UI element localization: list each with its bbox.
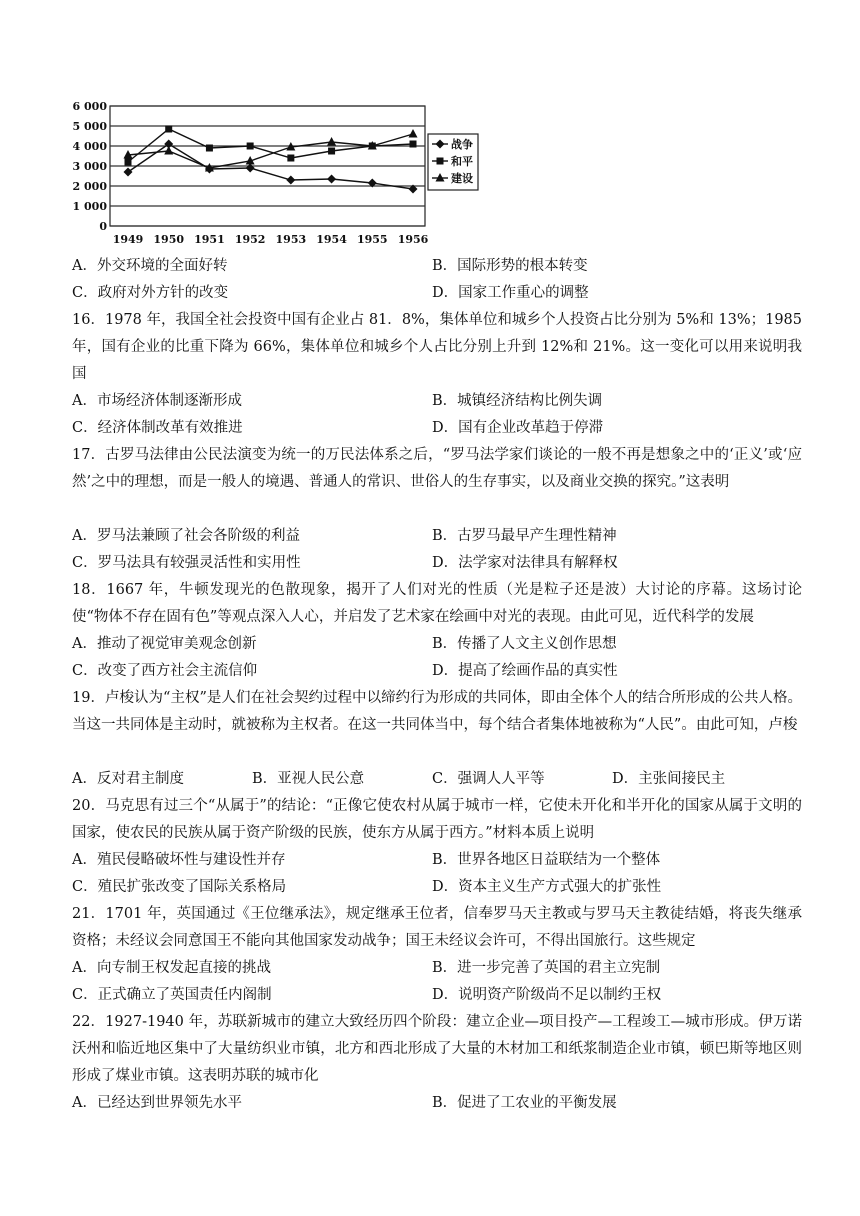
q17-option-c[interactable]: C．罗马法具有较强灵活性和实用性	[72, 555, 301, 571]
q21-option-b[interactable]: B．进一步完善了英国的君主立宪制	[432, 960, 661, 976]
q16-option-c[interactable]: C．经济体制改革有效推进	[72, 420, 243, 436]
y-tick-label: 6 000	[72, 100, 107, 113]
q19-option-c[interactable]: C．强调人人平等	[432, 771, 545, 787]
q18-option-c[interactable]: C．改变了西方社会主流信仰	[72, 663, 258, 679]
y-tick-label: 0	[99, 220, 107, 233]
q20-option-d[interactable]: D．资本主义生产方式强大的扩张性	[432, 879, 662, 895]
q19-option-a[interactable]: A．反对君主制度	[72, 771, 184, 787]
q22-option-b[interactable]: B．促进了工农业的平衡发展	[432, 1095, 617, 1111]
q16-option-a[interactable]: A．市场经济体制逐渐形成	[72, 393, 242, 409]
q20-option-c[interactable]: C．殖民扩张改变了国际关系格局	[72, 879, 287, 895]
square-point	[328, 148, 335, 155]
q16-option-d[interactable]: D．国有企业改革趋于停滞	[432, 420, 604, 436]
x-tick-label: 1952	[234, 233, 266, 246]
q18-option-d[interactable]: D．提高了绘画作品的真实性	[432, 663, 618, 679]
q17-option-d[interactable]: D．法学家对法律具有解释权	[432, 555, 618, 571]
q22-stem: 22．1927-1940 年，苏联新城市的建立大致经历四个阶段：建立企业—项目投产—工程竣工—城市形成。伊万诺沃州和临近地区集中了大量纺织业市镇，北方和西北形成了大量的木材加工和纸浆制造企业市镇，顿巴斯等地区则形成了煤业市镇。这表明苏联的城市化	[72, 1014, 802, 1084]
y-tick-label: 1 000	[72, 200, 107, 213]
triangle-point	[409, 129, 418, 138]
q17-option-b[interactable]: B．古罗马最早产生理性精神	[432, 528, 617, 544]
square-point	[165, 126, 172, 133]
line-chart	[60, 94, 490, 254]
x-tick-label: 1953	[275, 233, 307, 246]
q21-option-a[interactable]: A．向专制王权发起直接的挑战	[72, 960, 271, 976]
x-tick-label: 1956	[397, 233, 429, 246]
q16-option-b[interactable]: B．城镇经济结构比例失调	[432, 393, 603, 409]
triangle-point	[327, 137, 336, 146]
q20-stem: 20．马克思有过三个“从属于”的结论：“正像它使农村从属于城市一样，它使未开化和半开化的国家从属于文明的国家，使农民的民族从属于资产阶级的民族，使东方从属于西方。”材料本质上说明	[72, 798, 802, 841]
diamond-point	[124, 168, 133, 177]
y-tick-label: 4 000	[72, 140, 107, 153]
q19-stem: 19．卢梭认为“主权”是人们在社会契约过程中以缔约行为形成的共同体，即由全体个人的结合所形成的公共人格。当这一共同体是主动时，就被称为主权者。在这一共同体当中，每个结合者集体地被称为“人民”。由此可知，卢梭	[72, 690, 802, 733]
y-tick-label: 5 000	[72, 120, 107, 133]
legend-label: 建设	[451, 172, 473, 185]
y-tick-label: 3 000	[72, 160, 107, 173]
x-tick-label: 1951	[194, 233, 225, 246]
q16-stem: 16．1978 年，我国全社会投资中国有企业占 81．8%，集体单位和城乡个人投资占比分别为 5%和 13%；1985 年，国有企业的比重下降为 66%，集体单位和城乡个人占比分别上升到 12%和 21%。这一变化可以用来说明我国	[72, 312, 802, 382]
y-tick-label: 2 000	[72, 180, 107, 193]
x-tick-label: 1954	[316, 233, 347, 246]
x-tick-label: 1949	[112, 233, 144, 246]
q19-option-b[interactable]: B．亚视人民公意	[252, 771, 365, 787]
triangle-point	[164, 146, 173, 155]
q20-option-b[interactable]: B．世界各地区日益联结为一个整体	[432, 852, 661, 868]
legend-label: 和平	[451, 155, 473, 168]
x-tick-label: 1955	[356, 233, 388, 246]
q20-option-a[interactable]: A．殖民侵略破坏性与建设性并存	[72, 852, 286, 868]
square-point	[410, 141, 417, 148]
x-tick-label: 1950	[153, 233, 185, 246]
diamond-point	[327, 175, 336, 184]
diamond-point	[286, 176, 295, 185]
q18-stem: 18．1667 年，牛顿发现光的色散现象，揭开了人们对光的性质（光是粒子还是波）大讨论的序幕。这场讨论使“物体不存在固有色”等观点深入人心，并启发了艺术家在绘画中对光的表现。由此可见，近代科学的发展	[72, 582, 802, 625]
q18-option-a[interactable]: A．推动了视觉审美观念创新	[72, 636, 257, 652]
q17-option-a[interactable]: A．罗马法兼顾了社会各阶级的利益	[72, 528, 300, 544]
q15-option-b[interactable]: B．国际形势的根本转变	[432, 258, 588, 274]
q21-option-d[interactable]: D．说明资产阶级尚不足以制约王权	[432, 987, 662, 1003]
square-point	[437, 158, 444, 165]
q22-option-a[interactable]: A．已经达到世界领先水平	[72, 1095, 242, 1111]
q15-option-d[interactable]: D．国家工作重心的调整	[432, 285, 589, 301]
series-triangle	[124, 129, 418, 172]
q21-option-c[interactable]: C．正式确立了英国责任内阁制	[72, 987, 272, 1003]
square-point	[125, 159, 132, 166]
q17-stem: 17．古罗马法律由公民法演变为统一的万民法体系之后，“罗马法学家们谈论的一般不再是想象之中的‘正义’或‘应然’之中的理想，而是一般人的境遇、普通人的常识、世俗人的生存事实，以及商业交换的探究。”这表明	[72, 447, 802, 490]
q15-option-c[interactable]: C．政府对外方针的改变	[72, 285, 229, 301]
chart-svg	[60, 94, 490, 254]
q15-option-a[interactable]: A．外交环境的全面好转	[72, 258, 228, 274]
q18-option-b[interactable]: B．传播了人文主义创作思想	[432, 636, 617, 652]
q21-stem: 21．1701 年，英国通过《王位继承法》，规定继承王位者，信奉罗马天主教或与罗马天主教徒结婚，将丧失继承资格；未经议会同意国王不能向其他国家发动战争；国王未经议会许可，不得出国旅行。这些规定	[72, 906, 802, 949]
q19-option-d[interactable]: D．主张间接民主	[612, 771, 726, 787]
diamond-point	[246, 164, 255, 173]
square-point	[206, 145, 213, 152]
square-point	[287, 155, 294, 162]
legend-label: 战争	[451, 138, 473, 151]
square-point	[247, 143, 254, 150]
